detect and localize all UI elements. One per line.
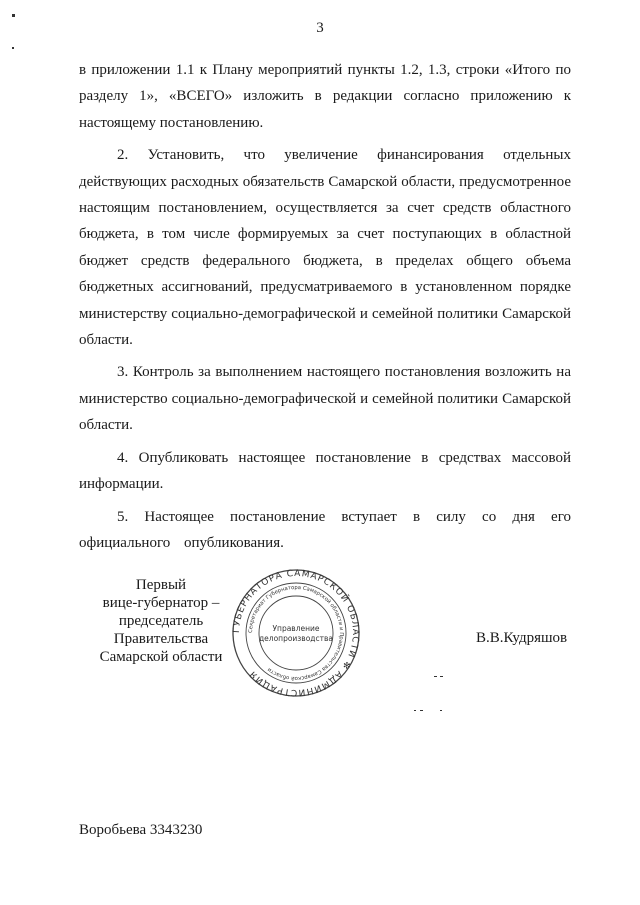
scan-speck	[420, 710, 423, 711]
scan-speck	[440, 676, 443, 677]
stamp-center-line: Управление	[272, 624, 320, 633]
scan-speck	[12, 14, 15, 17]
scan-speck	[414, 710, 416, 711]
scan-speck	[12, 47, 14, 49]
paragraph-5: 5. Настоящее постановление вступает в силу со дня его официального опубликования.	[79, 508, 571, 551]
stamp-center-line: делопроизводства	[258, 634, 334, 643]
paragraph-4: 4. Опубликовать настоящее постановление в средствах массовой информации.	[79, 449, 571, 493]
scan-speck	[434, 676, 437, 677]
stamp-inner-text: Секретариат Губернатора Самарской области и Правительства Самарской области	[247, 584, 345, 682]
document-body	[79, 57, 571, 562]
paragraph-3: 3. Контроль за выполнением настоящего постановления возложить на министерство социально-демографической и семейной политики Самарской области.	[79, 364, 571, 434]
stamp-outer-text: ГУБЕРНАТОРА САМАРСКОЙ ОБЛАСТИ ✻ АДМИНИСТРАЦИЯ	[231, 568, 361, 698]
signatory-title	[76, 576, 246, 666]
paragraph-continuation: в приложении 1.1 к Плану мероприятий пункты 1.2, 1.3, строки «Итого по разделу 1», «ВСЕГО» изложить в редакции согласно приложению к настоящему постановлению.	[79, 62, 571, 131]
scan-speck	[440, 710, 442, 711]
signatory-title-line: председатель Правительства	[113, 613, 209, 647]
signatory-title-line: Самарской области	[99, 649, 223, 665]
signatory-title-line: вице-губернатор –	[102, 595, 220, 611]
signatory-name: В.В.Кудряшов	[476, 630, 568, 646]
signatory-title-line: Первый	[135, 577, 187, 593]
official-stamp	[231, 568, 361, 698]
page-number: 3	[316, 20, 324, 36]
executor-contact: Воробьева 3343230	[79, 822, 203, 838]
paragraph-2: 2. Установить, что увеличение финансирования отдельных действующих расходных обязательств Самарской области, предусмотренное настоящим постановлением, осуществляется за счет средств областного бюджета, в том числе формируемых за счет поступающих в областной бюджет средств федерального бюджета, в пределах общего объема бюджетных ассигнований, предусматриваемого в установленном порядке министерству социально-демографической и семейной политики Самарской области.	[79, 147, 571, 349]
